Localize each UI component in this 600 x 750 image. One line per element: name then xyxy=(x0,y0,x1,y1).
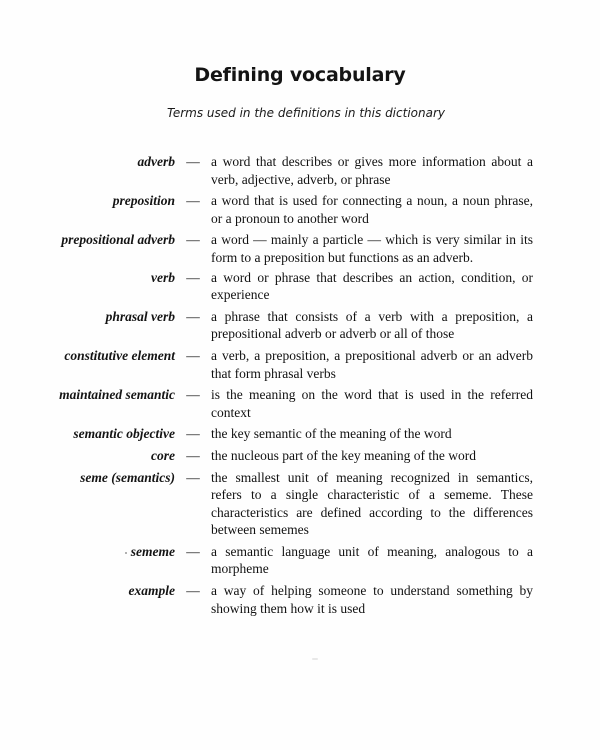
entry-definition: is the meaning on the word that is used in the referred context xyxy=(211,387,533,420)
definition-entry xyxy=(0,447,600,465)
definition-entry xyxy=(0,347,600,382)
definition-entry xyxy=(0,269,600,304)
entry-term: semantic objective xyxy=(73,426,175,442)
entry-term: sememe xyxy=(130,543,175,559)
entry-term: seme (semantics) xyxy=(80,469,175,485)
definition-entry xyxy=(0,425,600,443)
print-speck xyxy=(125,552,127,554)
entry-term: adverb xyxy=(137,154,175,169)
definition-entry xyxy=(0,308,600,343)
entry-dash: — xyxy=(186,308,200,324)
entry-dash: — xyxy=(186,347,200,363)
print-speck xyxy=(312,658,318,660)
entry-term: phrasal verb xyxy=(105,308,175,324)
entry-definition: a verb, a preposition, a prepositional adverb or an adverb that form phrasal verbs xyxy=(211,347,533,381)
entry-dash: — xyxy=(186,154,200,169)
entry-term: prepositional adverb xyxy=(61,232,175,248)
entry-dash: — xyxy=(186,269,200,285)
entry-term: example xyxy=(128,583,175,599)
entry-term: core xyxy=(151,447,175,463)
entry-dash: — xyxy=(186,447,200,463)
definition-entry xyxy=(0,192,600,227)
definition-entry xyxy=(0,386,600,421)
entry-dash: — xyxy=(186,543,200,559)
definition-list xyxy=(0,153,600,621)
page-title: Defining vocabulary xyxy=(194,64,406,86)
definition-entry xyxy=(0,153,600,188)
entry-dash: — xyxy=(186,387,200,403)
definition-entry xyxy=(0,582,600,617)
entry-definition: the nucleous part of the key meaning of the word xyxy=(211,447,477,463)
page-subtitle: Terms used in the definitions in this dictionary xyxy=(167,106,445,120)
definition-entry xyxy=(0,543,600,578)
entry-definition: the smallest unit of meaning recognized in semantics, refers to a single characteristic of a sememe. These characteristics are defined according to the differences between sememes xyxy=(211,469,533,538)
entry-term: preposition xyxy=(112,193,175,209)
entry-definition: a word or phrase that describes an action, condition, or experience xyxy=(211,269,533,303)
entry-dash: — xyxy=(186,193,200,209)
entry-definition: a word that describes or gives more information about a verb, adjective, adverb, or phrase xyxy=(211,154,533,187)
entry-term: verb xyxy=(151,269,175,285)
entry-definition: a word that is used for connecting a noun, a noun phrase, or a pronoun to another word xyxy=(211,193,533,226)
definition-entry xyxy=(0,231,600,266)
definition-entry xyxy=(0,469,600,539)
entry-dash: — xyxy=(186,426,200,442)
entry-dash: — xyxy=(186,583,200,599)
entry-dash: — xyxy=(186,469,200,485)
entry-definition: a way of helping someone to understand something by showing them how it is used xyxy=(211,583,533,616)
entry-definition: a phrase that consists of a verb with a preposition, a prepositional adverb or adverb or all of those xyxy=(211,308,533,342)
entry-dash: — xyxy=(186,232,200,248)
entry-definition: the key semantic of the meaning of the word xyxy=(211,426,452,442)
entry-definition: a word — mainly a particle — which is very similar in its form to a preposition but functions as an adverb. xyxy=(211,232,533,265)
entry-term: constitutive element xyxy=(64,347,175,363)
entry-definition: a semantic language unit of meaning, analogous to a morpheme xyxy=(211,543,533,577)
entry-term: maintained semantic xyxy=(59,387,175,403)
